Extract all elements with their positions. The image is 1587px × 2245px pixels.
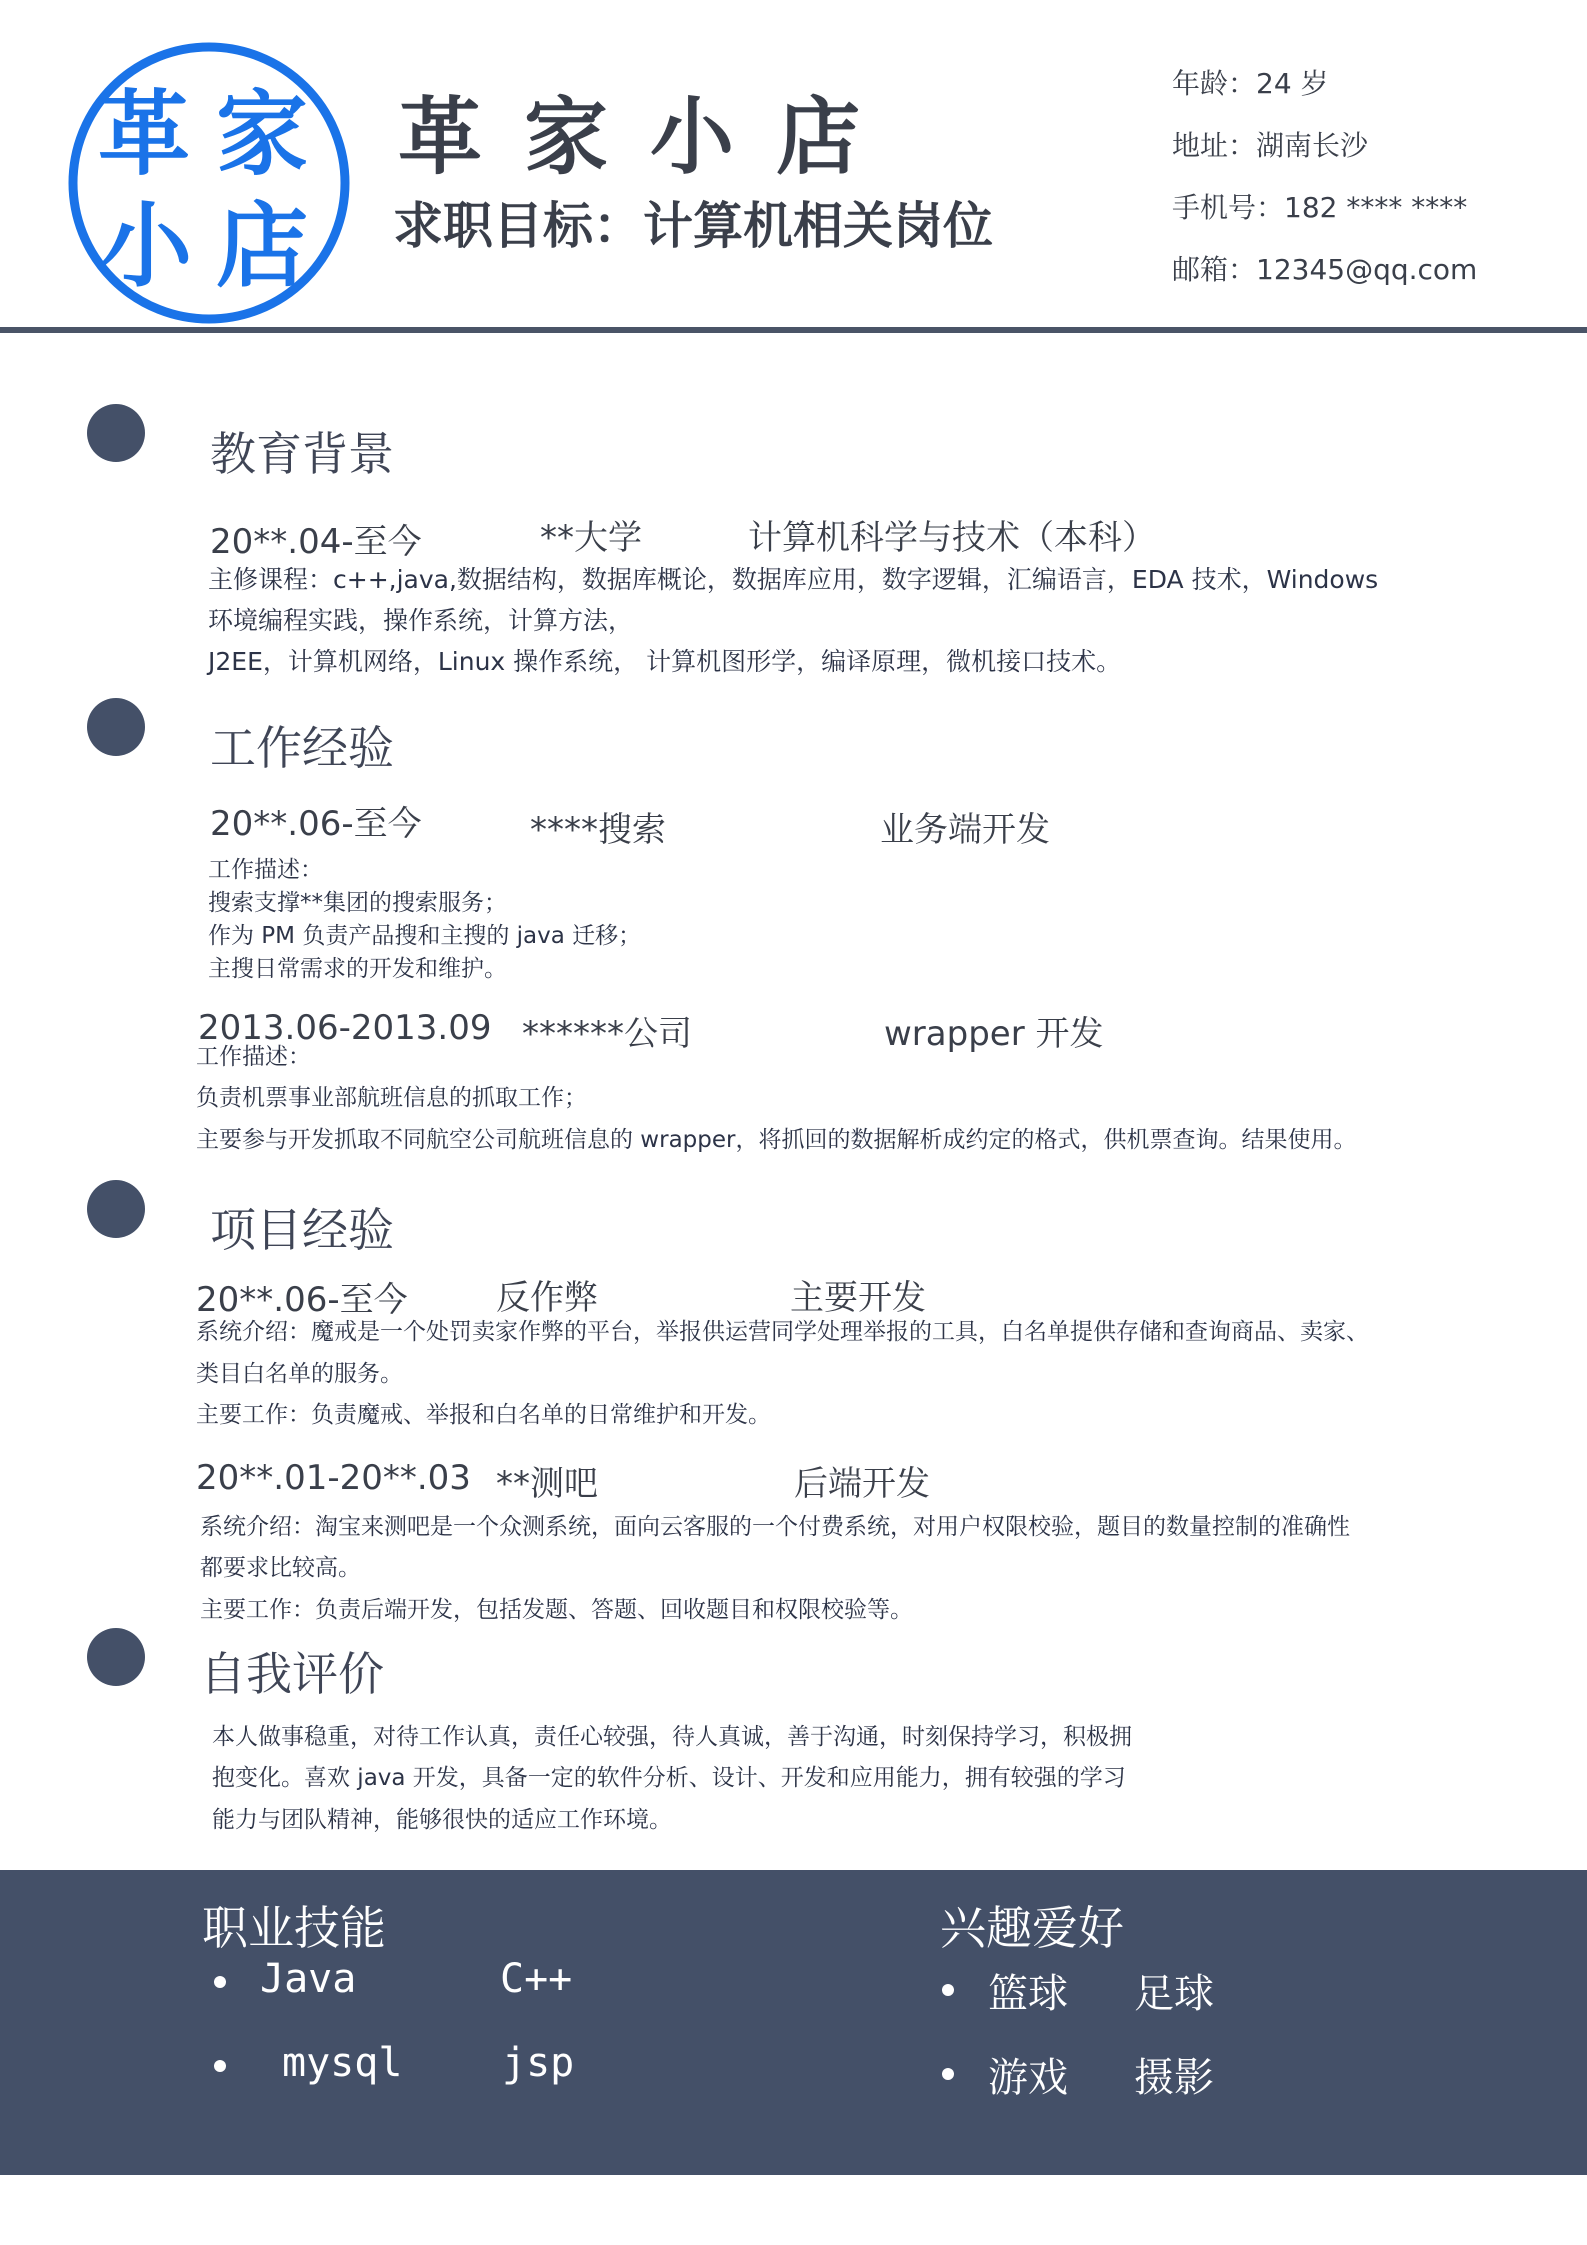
work-1-line-2: 搜索支撑**集团的搜索服务；: [208, 890, 507, 916]
section-title-self-eval: 自我评价: [200, 1647, 384, 1701]
section-title-work: 工作经验: [210, 721, 394, 775]
info-phone: 手机号：182 **** ****: [1172, 191, 1468, 224]
section-marker-self-eval: [87, 1628, 145, 1686]
skills-title: 职业技能: [202, 1901, 386, 1955]
work-1-company: ****搜索: [530, 810, 666, 850]
section-title-projects: 项目经验: [210, 1203, 394, 1257]
section-marker-education: [87, 404, 145, 462]
skills-bullet-1: [214, 1976, 226, 1988]
project-1-date: 20**.06-至今: [196, 1280, 408, 1320]
education-courses-line-1: 主修课程：c++,java,数据结构，数据库概论，数据库应用，数字逻辑，汇编语言，EDA 技术，Windows: [208, 565, 1379, 594]
self-eval-line-1: 本人做事稳重，对待工作认真，责任心较强，待人真诚，善于沟通，时刻保持学习，积极拥: [212, 1724, 1132, 1750]
hobbies-title: 兴趣爱好: [940, 1901, 1124, 1955]
info-email: 邮箱：12345@qq.com: [1172, 253, 1478, 286]
work-2-line-1: 工作描述：: [196, 1044, 311, 1070]
work-1-line-3: 作为 PM 负责产品搜和主搜的 java 迁移；: [208, 923, 642, 949]
brand-title: 革家小店: [398, 88, 903, 186]
project-2-role: 后端开发: [794, 1464, 930, 1504]
project-1-line-3: 主要工作：负责魔戒、举报和白名单的日常维护和开发。: [196, 1402, 771, 1428]
work-2-role: wrapper 开发: [884, 1014, 1104, 1054]
job-objective: 求职目标：计算机相关岗位: [393, 197, 993, 255]
hobbies-bullet-1: [942, 1984, 954, 1996]
education-major: 计算机科学与技术（本科）: [748, 518, 1156, 558]
logo-seal-text-2: 家: [215, 81, 309, 188]
section-marker-projects: [87, 1180, 145, 1238]
project-2-date: 20**.01-20**.03: [196, 1458, 471, 1498]
project-1-name: 反作弊: [496, 1278, 598, 1318]
hobby-photography: 摄影: [1134, 2055, 1214, 2101]
education-school: **大学: [540, 518, 642, 558]
project-2-line-1: 系统介绍：淘宝来测吧是一个众测系统，面向云客服的一个付费系统，对用户权限校验，题目的数量控制的准确性: [200, 1514, 1350, 1540]
skill-java: Java: [260, 1956, 357, 2002]
work-1-line-1: 工作描述：: [208, 857, 323, 883]
project-1-line-2: 类目白名单的服务。: [196, 1361, 403, 1387]
hobbies-bullet-2: [942, 2068, 954, 2080]
self-eval-line-2: 抱变化。喜欢 java 开发，具备一定的软件分析、设计、开发和应用能力，拥有较强的学习: [212, 1765, 1126, 1791]
project-1-role: 主要开发: [790, 1278, 926, 1318]
project-2-line-2: 都要求比较高。: [200, 1555, 361, 1581]
section-title-education: 教育背景: [210, 427, 394, 481]
work-2-company: ******公司: [522, 1014, 692, 1054]
hobby-basketball: 篮球: [988, 1971, 1068, 2017]
education-courses-line-2: 环境编程实践，操作系统，计算方法，: [208, 606, 634, 635]
info-address: 地址：湖南长沙: [1172, 129, 1369, 162]
project-1-line-1: 系统介绍：魔戒是一个处罚卖家作弊的平台，举报供运营同学处理举报的工具，白名单提供存储和查询商品、卖家、: [196, 1319, 1369, 1345]
project-2-name: **测吧: [496, 1464, 598, 1504]
logo-seal-text-1: 革: [97, 81, 191, 188]
work-2-line-2: 负责机票事业部航班信息的抓取工作；: [196, 1085, 587, 1111]
section-marker-work: [87, 698, 145, 756]
skill-mysql: mysql: [282, 2040, 403, 2086]
logo-seal: [66, 40, 352, 326]
skills-bullet-2: [214, 2060, 226, 2072]
logo-seal-text-4: 店: [215, 193, 309, 300]
education-date: 20**.04-至今: [210, 522, 422, 562]
hobby-football: 足球: [1134, 1971, 1214, 2017]
education-courses-line-3: J2EE，计算机网络，Linux 操作系统， 计算机图形学，编译原理，微机接口技术。: [208, 647, 1122, 676]
work-2-line-3: 主要参与开发抓取不同航空公司航班信息的 wrapper，将抓回的数据解析成约定的格式，供机票查询。结果使用。: [196, 1127, 1357, 1153]
work-1-role: 业务端开发: [880, 810, 1050, 850]
hobby-gaming: 游戏: [988, 2055, 1068, 2101]
work-2-date: 2013.06-2013.09: [198, 1008, 492, 1048]
skill-cpp: C++: [500, 1956, 573, 2002]
logo-seal-text-3: 小: [99, 193, 193, 300]
work-1-line-4: 主搜日常需求的开发和维护。: [208, 956, 507, 982]
work-1-date: 20**.06-至今: [210, 804, 422, 844]
project-2-line-3: 主要工作：负责后端开发，包括发题、答题、回收题目和权限校验等。: [200, 1597, 913, 1623]
skill-jsp: jsp: [502, 2040, 575, 2086]
info-age: 年龄：24 岁: [1172, 67, 1329, 100]
header-divider: [0, 327, 1587, 333]
self-eval-line-3: 能力与团队精神，能够很快的适应工作环境。: [212, 1807, 672, 1833]
